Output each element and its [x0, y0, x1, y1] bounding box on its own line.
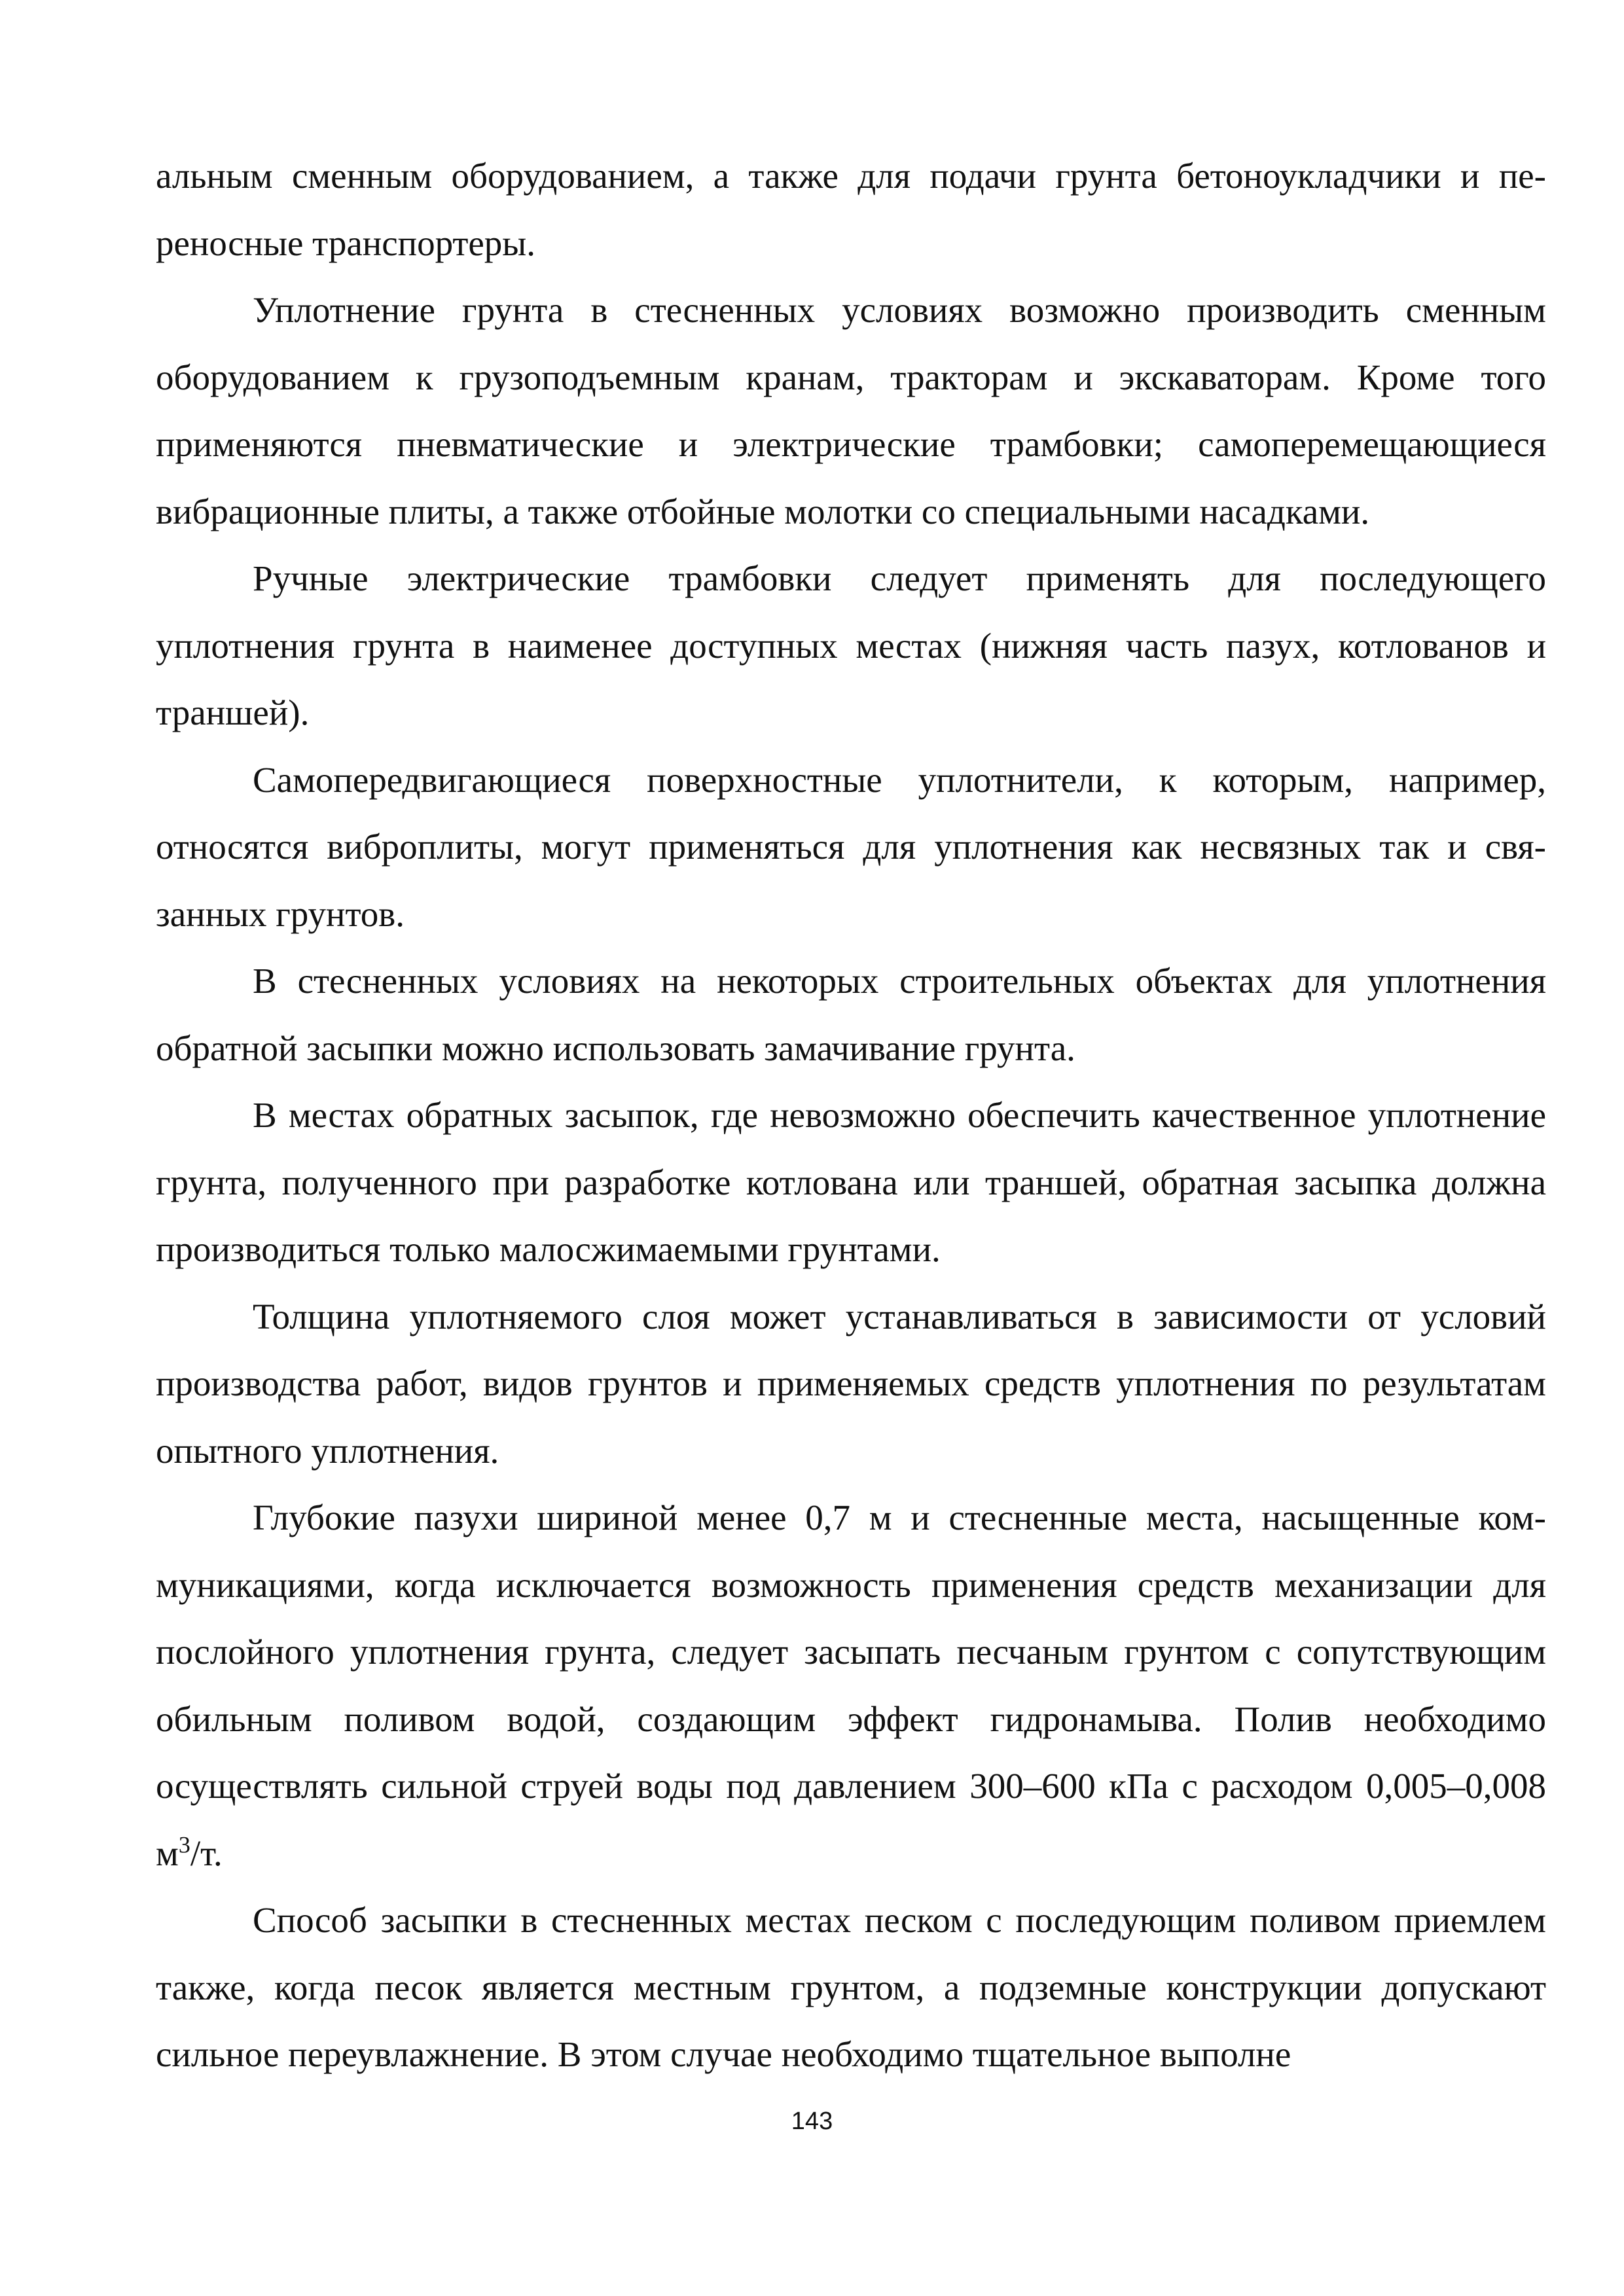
- page-number: 143: [791, 2108, 833, 2135]
- paragraph-soaking: В стесненных условиях на некоторых строительных объектах для уплотнения обратной засыпки можно использовать замачивание грунта.: [156, 961, 1546, 1068]
- body-text: [156, 143, 1546, 2089]
- paragraph-layer-thickness: Толщина уплотняемого слоя может устанавливаться в зависимости от условий производства работ, видов грунтов и применяемых средств уплотнения по результатам опытного уплотнения.: [156, 1296, 1546, 1471]
- superscript-cubic: 3: [178, 1831, 190, 1858]
- paragraph-manual-rammers: Ручные электрические трамбовки следует применять для последующего уплотнения грунта в наименее доступных местах (нижняя часть пазух, котлованов и траншей).: [156, 558, 1546, 732]
- paragraph-compaction-methods: Уплотнение грунта в стесненных условиях возможно производить сменным оборудованием к грузоподъемным кранам, тракторам и экскаваторам. Кроме того применяются пневматические и электрические трамбовки; самоперемещающиеся вибрационные плиты, а также отбойные молотки со специальными насадками.: [156, 290, 1546, 531]
- paragraph-continuation: альным сменным оборудованием, а также для подачи грунта бетоноукладчики и переносные транспортеры.: [156, 156, 1546, 263]
- paragraph-deep-sinuses-text: Глубокие пазухи шириной менее 0,7 м и стесненные места, насыщенные коммуникациями, когда исключается возможность применения средств механизации для послойного уплотнения грунта, следует засыпать песчаным грунтом с сопутствующим обильным поливом водой, создающим эффект гидронамыва. Полив необходимо осуществлять сильной струей воды под давлением 300–600 кПа с расходом 0,005–0,008 м: [156, 1498, 1546, 1873]
- paragraph-backfill-soils: В местах обратных засыпок, где невозможно обеспечить качественное уплотнение грунта, полученного при разработке котлована или траншей, обратная засыпка должна производиться только малосжимаемыми грунтами.: [156, 1095, 1546, 1269]
- paragraph-deep-sinuses: [156, 1484, 1546, 1887]
- paragraph-sand-backfill: Способ засыпки в стесненных местах песком с последующим поливом приемлем также, когда песок является местным грунтом, а подземные конструкции допускают сильное переувлажнение. В этом случае необходимо тщательное выполне: [156, 1900, 1546, 2074]
- paragraph-deep-sinuses-unit: /т.: [190, 1833, 223, 1873]
- paragraph-self-propelled-compactors: Самопередвигающиеся поверхностные уплотнители, к которым, например, относятся виброплиты, могут применяться для уплотнения как несвязных так и связанных грунтов.: [156, 759, 1546, 934]
